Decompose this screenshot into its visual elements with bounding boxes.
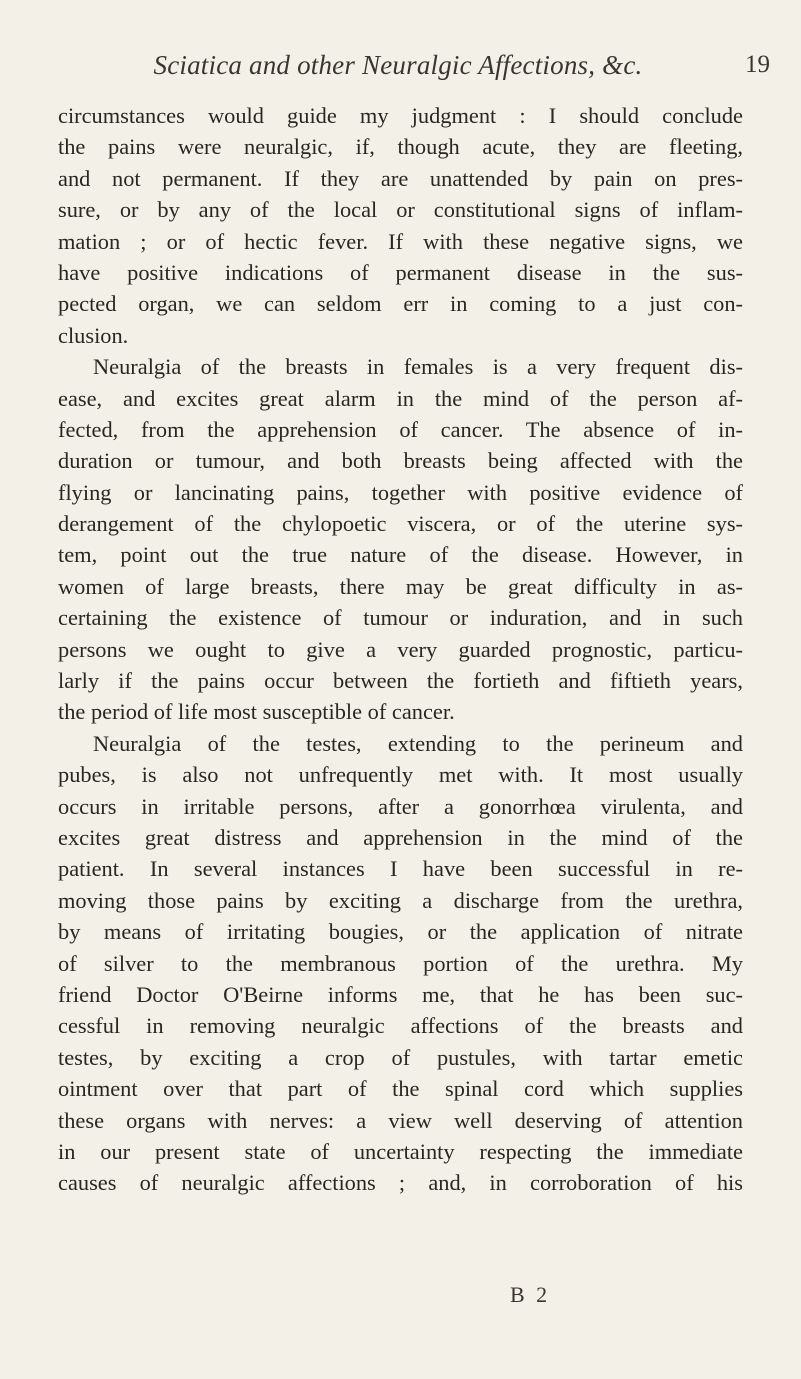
text-line: by means of irritating bougies, or the application of nitrate [58,919,743,945]
text-line: women of large breasts, there may be great difficulty in as- [58,573,743,599]
text-line: testes, by exciting a crop of pustules, with tartar emetic [58,1044,743,1070]
text-line: of silver to the membranous portion of the urethra. My [58,950,743,976]
text-line: fected, from the apprehension of cancer. The absence of in- [58,416,743,442]
text-line: derangement of the chylopoetic viscera, or of the uterine sys- [58,511,743,537]
text-line: sure, or by any of the local or constitutional signs of inflam- [58,197,743,223]
text-line: have positive indications of permanent disease in the sus- [58,259,743,285]
text-line: moving those pains by exciting a discharge from the urethra, [58,887,743,913]
text-line: friend Doctor O'Beirne informs me, that he has been suc- [58,981,743,1007]
running-title: Sciatica and other Neuralgic Affections, &c. [153,50,643,80]
text-line: flying or lancinating pains, together with positive evidence of [58,479,743,505]
text-line: excites great distress and apprehension in the mind of the [58,824,743,850]
text-line: ease, and excites great alarm in the mind of the person af- [58,385,743,411]
page-header [118,50,778,86]
page-number: 19 [745,51,770,78]
text-line: duration or tumour, and both breasts being affected with the [58,448,743,474]
text-line: certaining the existence of tumour or induration, and in such [58,605,743,631]
text-line: and not permanent. If they are unattended by pain on pres- [58,165,743,191]
text-line: patient. In several instances I have been successful in re- [58,856,743,882]
text-line: clusion. [58,322,129,348]
paragraph-start-line: Neuralgia of the breasts in females is a very frequent dis- [93,354,743,380]
text-line: the pains were neuralgic, if, though acute, they are fleeting, [58,134,743,160]
text-line: ointment over that part of the spinal cord which supplies [58,1076,743,1102]
paragraph-start-line: Neuralgia of the testes, extending to the perineum and [93,730,743,756]
text-line: causes of neuralgic affections ; and, in corroboration of his [58,1170,743,1196]
text-line: tem, point out the true nature of the disease. However, in [58,542,743,568]
text-line: cessful in removing neuralgic affections of the breasts and [58,1013,743,1039]
text-line: occurs in irritable persons, after a gonorrhœa virulenta, and [58,793,743,819]
text-line: larly if the pains occur between the fortieth and fiftieth years, [58,668,743,694]
text-line: pected organ, we can seldom err in coming to a just con- [58,291,743,317]
body-text [58,100,743,1199]
signature-mark: B 2 [510,1282,551,1307]
text-line: mation ; or of hectic fever. If with these negative signs, we [58,228,743,254]
text-line: in our present state of uncertainty respecting the immediate [58,1138,743,1164]
text-line: circumstances would guide my judgment : I should conclude [58,103,743,128]
text-line: the period of life most susceptible of cancer. [58,699,455,725]
text-line: these organs with nerves: a view well deserving of attention [58,1107,743,1133]
text-line: persons we ought to give a very guarded prognostic, particu- [58,636,743,662]
text-line: pubes, is also not unfrequently met with. It most usually [58,762,743,788]
